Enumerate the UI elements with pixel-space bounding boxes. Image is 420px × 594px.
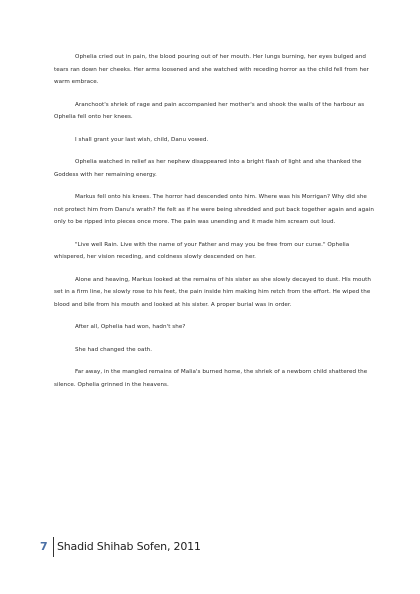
story-body xyxy=(54,51,374,401)
paragraph: Far away, in the mangled remains of Malia's burned home, the shriek of a newborn child shattered the silence. Ophelia grinned in the heavens. xyxy=(54,369,368,388)
paragraph: Ophelia watched in relief as her nephew disappeared into a bright flash of light and she thanked the Goddess with her remaining energy. xyxy=(54,159,362,178)
paragraph: Aranchoot's shriek of rage and pain accompanied her mother's and shook the walls of the harbour as Ophelia fell onto her knees. xyxy=(54,101,365,120)
footer-credit: Shadid Shihab Sofen, 2011 xyxy=(57,540,201,553)
paragraph: "Live well Rain. Live with the name of your Father and may you be free from our curse." Ophelia whispered, her vision receding, and coldness slowly descended on her. xyxy=(54,241,350,260)
paragraph: Alone and heaving, Markus looked at the remains of his sister as she slowly decayed to dust. His mouth set in a firm line, he slowly rose to his feet, the pain inside him making him retch from the effort. He wiped the blood and bile from his mouth and looked at his sister. A proper burial was in order. xyxy=(54,276,371,308)
page-footer xyxy=(40,537,370,557)
footer-divider xyxy=(53,537,54,557)
paragraph: After all, Ophelia had won, hadn't she? xyxy=(75,324,186,330)
paragraph: Markus fell onto his knees. The horror had descended onto him. Where was his Morrigan? Why did she not protect him from Danu's wrath? He felt as if he were being shredded and put back together again and again only to be ripped into pieces once more. The pain was unending and it made him scream out loud. xyxy=(54,194,374,225)
paragraph: She had changed the oath. xyxy=(75,346,153,353)
paragraph: I shall grant your last wish, child, Danu vowed. xyxy=(75,136,209,143)
paragraph: Ophelia cried out in pain, the blood pouring out of her mouth. Her lungs burning, her eyes bulged and tears ran down her cheeks. Her arms loosened and she watched with receding horror as the child fell from her warm embrace. xyxy=(54,54,369,85)
page-number: 7 xyxy=(40,540,48,553)
